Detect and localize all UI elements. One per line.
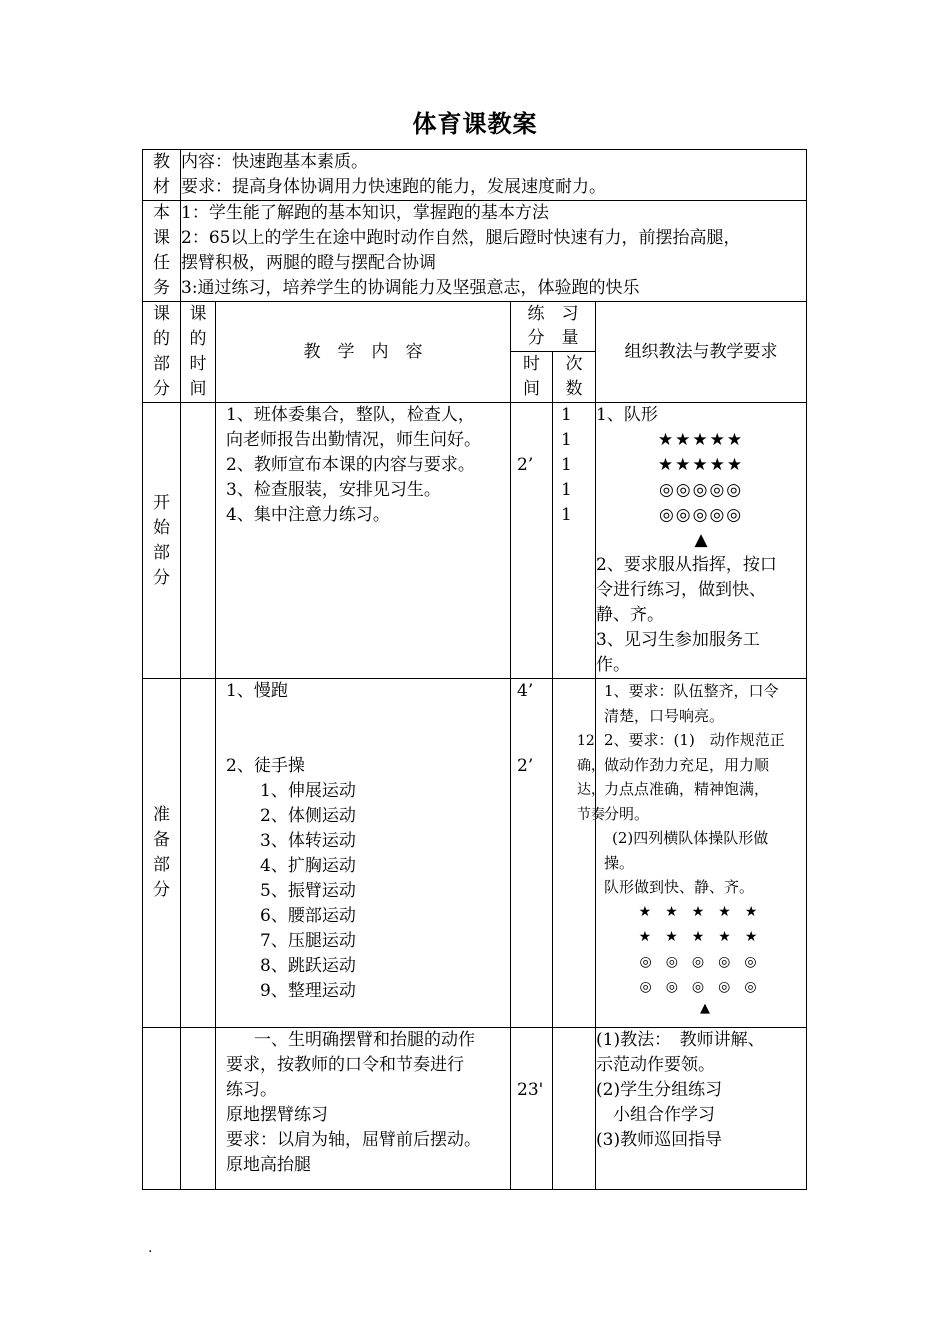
- basic-section-row: [143, 1028, 807, 1190]
- material-content-cell: [181, 150, 807, 201]
- material-row: [143, 150, 807, 201]
- header-content: 教 学 内 容: [216, 302, 511, 403]
- start-content-line: 1、班体委集合，整队，检查人，: [226, 405, 475, 425]
- formation-row-circles: ◎◎◎◎◎: [658, 480, 744, 500]
- prep-method-line: 清楚，口号响亮。: [604, 706, 725, 725]
- start-time-cell: [181, 403, 216, 679]
- basic-content-cell: [216, 1028, 511, 1190]
- basic-load-time: 23': [517, 1080, 544, 1100]
- prep-exercise-item: 9、整理运动: [260, 981, 356, 1001]
- start-method-line: 2、要求服从指挥，按口: [596, 555, 777, 575]
- tasks-label-cell: [143, 201, 181, 302]
- header-load-count: 次数: [565, 354, 583, 399]
- prep-label: 准备部分: [153, 805, 170, 900]
- material-label: 教材: [153, 152, 170, 197]
- formation-title: 1、队形: [596, 405, 658, 425]
- header-load-count-cell: [553, 352, 596, 403]
- start-method-line: 3、见习生参加服务工: [596, 630, 760, 650]
- teacher-triangle-icon: ▲: [694, 530, 708, 550]
- prep-exercise-item: 7、压腿运动: [260, 931, 356, 951]
- prep-content-cell: [216, 679, 511, 1028]
- prep-count-note: 确，: [577, 757, 605, 774]
- page-title: 体育课教案: [412, 109, 538, 138]
- prep-count-cell: [553, 679, 605, 1028]
- basic-count-cell: [553, 1028, 596, 1190]
- formation-row-circles: ◎◎◎◎◎: [639, 978, 771, 995]
- tasks-label: 本课任务: [153, 203, 170, 298]
- prep-exercise-item: 4、扩胸运动: [260, 856, 356, 876]
- prep-exercise-item: 2、体侧运动: [260, 806, 356, 826]
- prep-time-cell: [181, 679, 216, 1028]
- basic-method-line: 小组合作学习: [596, 1105, 715, 1125]
- start-method-cell: [596, 403, 807, 679]
- start-count: 1: [561, 480, 572, 500]
- formation-row-circles: ◎◎◎◎◎: [639, 953, 771, 970]
- start-count: 1: [561, 505, 572, 525]
- basic-content-line: 要求，按教师的口令和节奏进行: [226, 1055, 464, 1075]
- basic-content-line: 要求：以肩为轴，屈臂前后摆动。: [226, 1130, 481, 1150]
- basic-time-cell: [181, 1028, 216, 1190]
- header-part: 课的部分: [153, 304, 170, 399]
- header-load: 练 习 分 量: [511, 302, 596, 352]
- start-content-line: 2、教师宣布本课的内容与要求。: [226, 455, 475, 475]
- prep-section-row: [143, 679, 807, 1028]
- basic-content-line: 原地摆臂练习: [226, 1105, 328, 1125]
- start-method-line: 令进行练习，做到快、: [596, 580, 766, 600]
- basic-method-cell: [596, 1028, 807, 1190]
- prep-jog: 1、慢跑: [226, 681, 288, 701]
- start-method-line: 作。: [596, 655, 630, 675]
- start-content-cell: [216, 403, 511, 679]
- header-load-time-cell: [511, 352, 553, 403]
- start-label: 开始部分: [153, 492, 170, 588]
- task-line: 2：65以上的学生在途中跑时动作自然，腿后蹬时快速有力，前摆抬高腿，: [181, 228, 741, 248]
- lesson-plan-table: [142, 149, 807, 1190]
- prep-exercise-item: 3、体转运动: [260, 831, 356, 851]
- prep-exercise-time: 2’: [517, 756, 534, 776]
- prep-exercise-item: 6、腰部运动: [260, 906, 356, 926]
- basic-method-line: 示范动作要领。: [596, 1055, 715, 1075]
- material-requirement: 要求：提高身体协调用力快速跑的能力，发展速度耐力。: [181, 177, 606, 197]
- basic-content-line: 练习。: [226, 1080, 277, 1100]
- teacher-triangle-icon: ▲: [700, 1000, 711, 1016]
- prep-method-line: 队形做到快、静、齐。: [604, 878, 755, 896]
- formation-row-stars: ★★★★★: [638, 928, 772, 945]
- tasks-content-cell: [181, 201, 807, 302]
- start-load-time: 2’: [517, 455, 534, 475]
- task-line: 1：学生能了解跑的基本知识，掌握跑的基本方法: [181, 203, 549, 223]
- basic-content-line: 一、生明确摆臂和抬腿的动作: [254, 1030, 475, 1050]
- start-content-line: 3、检查服装，安排见习生。: [226, 480, 441, 500]
- prep-method-line: 1、要求：队伍整齐，口令: [604, 682, 779, 700]
- start-method-line: 静、齐。: [596, 605, 664, 625]
- basic-method-line: (3)教师巡回指导: [596, 1130, 723, 1150]
- prep-method-line: 做动作劲力充足，用力顺: [604, 755, 770, 774]
- prep-jog-time: 4’: [517, 681, 534, 701]
- prep-method-line: 2、要求：(1) 动作规范正: [604, 731, 785, 749]
- header-method: 组织教法与教学要求: [596, 302, 807, 403]
- basic-content-line: 原地高抬腿: [226, 1155, 311, 1175]
- basic-method-line: (2)学生分组练习: [596, 1080, 723, 1100]
- start-count: 1: [561, 405, 572, 425]
- basic-label-cell: [143, 1028, 181, 1190]
- basic-method-line: (1)教法： 教师讲解、: [596, 1030, 765, 1050]
- tasks-row: [143, 201, 807, 302]
- start-content-line: 向老师报告出勤情况，师生问好。: [226, 430, 481, 450]
- material-content: 内容：快速跑基本素质。: [181, 152, 368, 172]
- start-count-cell: [553, 403, 596, 679]
- start-count: 1: [561, 430, 572, 450]
- formation-row-stars: ★★★★★: [657, 455, 745, 475]
- prep-exercise-title: 2、徒手操: [226, 756, 305, 776]
- header-row: [143, 302, 807, 352]
- basic-load-time-cell: [511, 1028, 553, 1190]
- task-line: 3:通过练习，培养学生的协调能力及坚强意志，体验跑的快乐: [181, 278, 640, 298]
- prep-label-cell: [143, 679, 181, 1028]
- start-load-time-cell: [511, 403, 553, 679]
- prep-method-line: 操。: [604, 853, 635, 872]
- material-label-cell: [143, 150, 181, 201]
- prep-exercise-item: 1、伸展运动: [260, 781, 356, 801]
- header-part-cell: [143, 302, 181, 403]
- start-label-cell: [143, 403, 181, 679]
- prep-count-note: 节奏: [577, 806, 605, 823]
- formation-row-circles: ◎◎◎◎◎: [658, 505, 744, 525]
- start-content-line: 4、集中注意力练习。: [226, 505, 390, 525]
- prep-load-time-cell: [511, 679, 553, 1028]
- prep-exercise-item: 8、跳跃运动: [260, 956, 356, 976]
- prep-method-line: 力点点准确，精神饱满，: [604, 780, 770, 798]
- prep-count-note: 12: [577, 733, 595, 749]
- formation-row-stars: ★★★★★: [657, 430, 745, 450]
- header-time: 课的时间: [189, 304, 207, 399]
- task-line: 摆臂积极，两腿的瞪与摆配合协调: [181, 253, 436, 273]
- footer-dot: .: [148, 1240, 153, 1256]
- header-time-cell: [181, 302, 216, 403]
- formation-row-stars: ★★★★★: [638, 903, 772, 920]
- prep-count-note: 达，: [577, 782, 605, 798]
- prep-method-line: 分明。: [604, 804, 650, 823]
- start-section-row: [143, 403, 807, 679]
- prep-method-line: (2)四列横队体操队形做: [612, 829, 769, 847]
- prep-exercise-item: 5、振臂运动: [260, 881, 356, 901]
- start-count: 1: [561, 455, 572, 475]
- header-load-time: 时间: [523, 354, 540, 399]
- prep-method-cell: [596, 679, 807, 1028]
